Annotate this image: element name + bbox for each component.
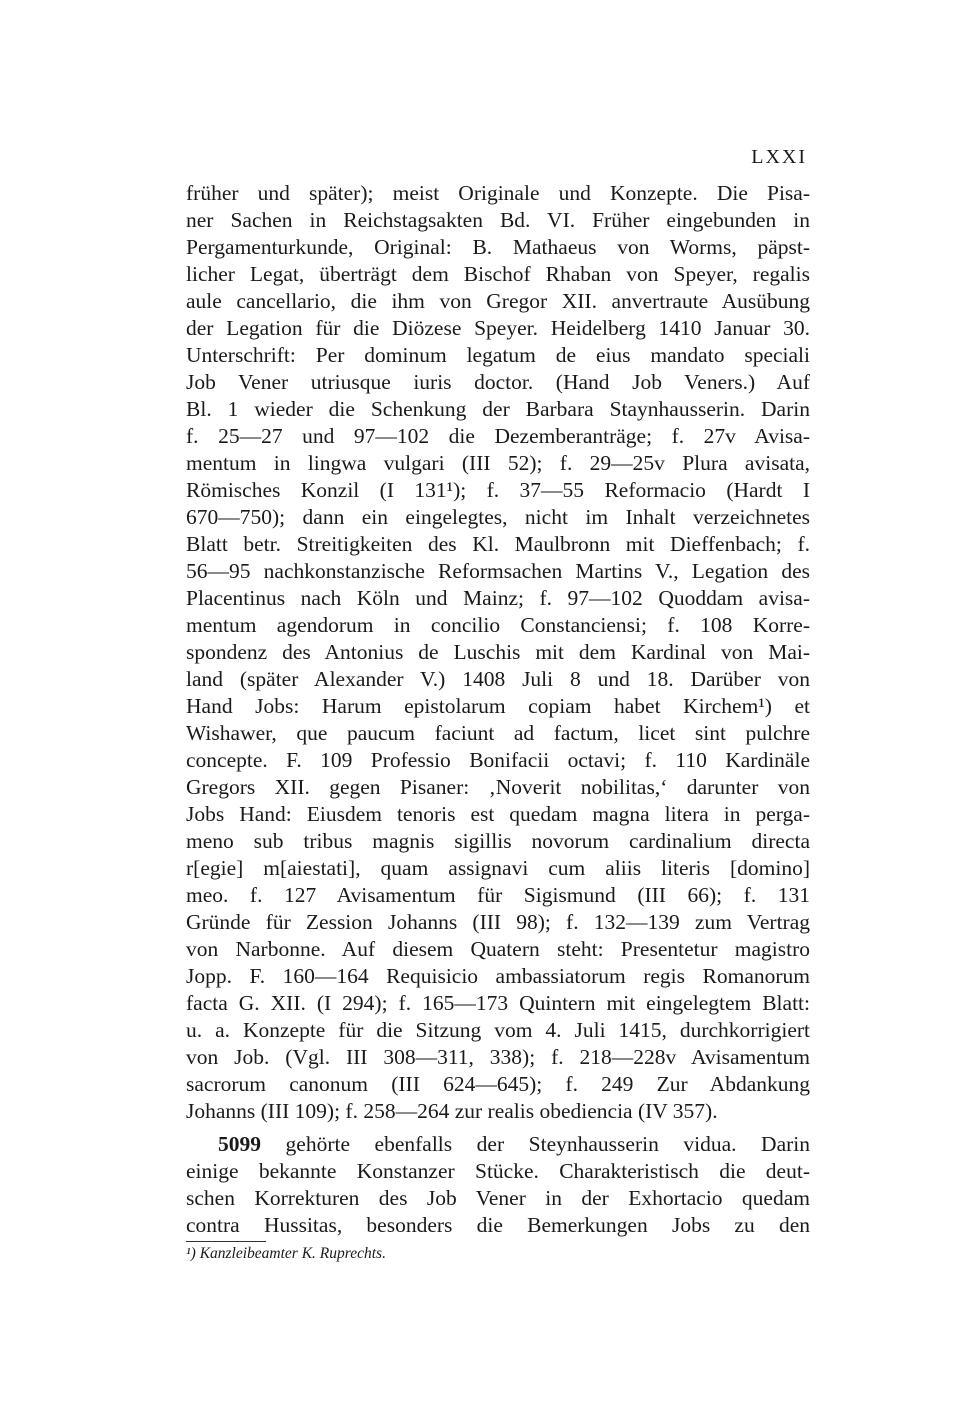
footnote (186, 1244, 386, 1264)
text-line: aule cancellario, die ihm von Gregor XII. anvertraute Ausübung (186, 289, 810, 313)
text-line: Wishawer, que paucum faciunt ad factum, licet sint pulchre (186, 721, 810, 745)
text-line: Placentinus nach Köln und Mainz; f. 97—102 Quoddam avisa- (186, 586, 810, 610)
main-text (186, 180, 810, 1239)
text-line: Hand Jobs: Harum epistolarum copiam habet Kirchem¹) et (186, 694, 810, 718)
text-line: von Narbonne. Auf diesem Quatern steht: Presentetur magistro (186, 937, 810, 961)
entry-line-text: gehörte ebenfalls der Steynhausserin vidua. Darin (285, 1132, 811, 1156)
text-line: r[egie] m[aiestati], quam assignavi cum aliis literis [domino] (186, 856, 810, 880)
text-line: Gregors XII. gegen Pisaner: ‚Noverit nobilitas,‘ darunter von (186, 775, 810, 799)
entry-line: schen Korrekturen des Job Vener in der Exhortacio quedam (186, 1186, 810, 1210)
text-line: Jobs Hand: Eiusdem tenoris est quedam magna litera in perga- (186, 802, 810, 826)
text-line: Johanns (III 109); f. 258—264 zur realis obediencia (IV 357). (186, 1099, 718, 1123)
text-line: von Job. (Vgl. III 308—311, 338); f. 218—228v Avisamentum (186, 1045, 810, 1069)
text-line: licher Legat, überträgt dem Bischof Rhaban von Speyer, regalis (186, 262, 810, 286)
text-line: sacrorum canonum (III 624—645); f. 249 Zur Abdankung (186, 1072, 810, 1096)
text-line: Jopp. F. 160—164 Requisicio ambassiatorum regis Romanorum (186, 964, 810, 988)
text-line: Römisches Konzil (I 131¹); f. 37—55 Reformacio (Hardt I (186, 478, 810, 502)
text-line: Unterschrift: Per dominum legatum de eius mandato speciali (186, 343, 810, 367)
entry-line: contra Hussitas, besonders die Bemerkungen Jobs zu den (186, 1213, 810, 1237)
text-line: spondenz des Antonius de Luschis mit dem Kardinal von Mai- (186, 640, 810, 664)
text-line: f. 25—27 und 97—102 die Dezemberanträge; f. 27v Avisa- (186, 424, 810, 448)
text-line: u. a. Konzepte für die Sitzung vom 4. Juli 1415, durchkorrigiert (186, 1018, 810, 1042)
footnote-marker: ¹) (186, 1245, 196, 1262)
text-line: ner Sachen in Reichstagsakten Bd. VI. Früher eingebunden in (186, 208, 810, 232)
text-line: mentum agendorum in concilio Constanciensi; f. 108 Korre- (186, 613, 810, 637)
page-number: LXXI (751, 146, 807, 168)
text-line: concepte. F. 109 Professio Bonifacii octavi; f. 110 Kardinäle (186, 748, 810, 772)
footnote-divider (186, 1241, 266, 1242)
text-line: meno sub tribus magnis sigillis novorum cardinalium directa (186, 829, 810, 853)
footnote-text: Kanzleibeamter K. Ruprechts. (199, 1245, 386, 1262)
text-line: facta G. XII. (I 294); f. 165—173 Quintern mit eingelegtem Blatt: (186, 991, 810, 1015)
text-line: Job Vener utriusque iuris doctor. (Hand Job Veners.) Auf (186, 370, 810, 394)
text-line: mentum in lingwa vulgari (III 52); f. 29—25v Plura avisata, (186, 451, 810, 475)
text-line: Pergamenturkunde, Original: B. Mathaeus von Worms, päpst- (186, 235, 810, 259)
text-line: Bl. 1 wieder die Schenkung der Barbara Staynhausserin. Darin (186, 397, 810, 421)
text-line: meo. f. 127 Avisamentum für Sigismund (III 66); f. 131 (186, 883, 810, 907)
text-line: früher und später); meist Originale und Konzepte. Die Pisa- (186, 181, 810, 205)
entry-first-line (186, 1131, 810, 1158)
entry-number: 5099 (218, 1132, 261, 1156)
text-line: Blatt betr. Streitigkeiten des Kl. Maulbronn mit Dieffenbach; f. (186, 532, 810, 556)
text-line: 670—750); dann ein eingelegtes, nicht im Inhalt verzeichnetes (186, 505, 810, 529)
text-line: Gründe für Zession Johanns (III 98); f. 132—139 zum Vertrag (186, 910, 810, 934)
text-line: 56—95 nachkonstanzische Reformsachen Martins V., Legation des (186, 559, 810, 583)
text-line: land (später Alexander V.) 1408 Juli 8 und 18. Darüber von (186, 667, 810, 691)
text-line: der Legation für die Diözese Speyer. Heidelberg 1410 Januar 30. (186, 316, 810, 340)
entry-line: einige bekannte Konstanzer Stücke. Charakteristisch die deut- (186, 1159, 810, 1183)
